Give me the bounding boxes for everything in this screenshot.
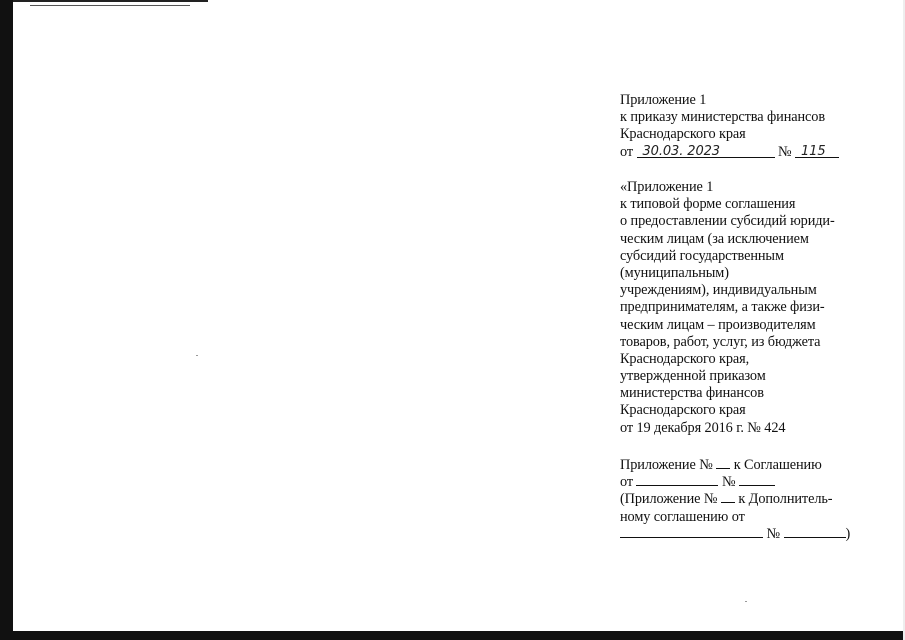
order-date-number-line xyxy=(620,144,860,161)
ref-text: (Приложение № xyxy=(620,491,721,508)
agreement-ref-line xyxy=(620,526,860,543)
ref-text: ) xyxy=(845,525,851,542)
agreement-date-blank xyxy=(636,485,718,486)
scan-speck xyxy=(196,355,198,356)
number-field xyxy=(795,144,839,158)
supplement-number-blank xyxy=(784,537,846,538)
date-prefix: от xyxy=(620,143,634,160)
appendix-title-line: ческим лицам – производителям xyxy=(620,316,816,333)
agreement-ref-line xyxy=(620,491,860,508)
ref-text: от xyxy=(620,474,637,491)
ref-text: к Соглашению xyxy=(730,457,822,473)
handwritten-number: 115 xyxy=(801,143,826,159)
order-header-line: Краснодарского края xyxy=(620,126,746,143)
scan-speck xyxy=(745,601,747,602)
ref-text: к Дополнитель- xyxy=(734,491,833,508)
date-field xyxy=(637,144,775,158)
scan-border-bottom xyxy=(13,631,905,640)
scan-border-top xyxy=(13,0,208,2)
appendix-title-line: субсидий государственным xyxy=(620,247,784,264)
appendix-title-line: от 19 декабря 2016 г. № 424 xyxy=(620,419,786,436)
ref-text: № xyxy=(718,474,739,491)
appendix-title-line: Краснодарского края xyxy=(620,402,746,419)
order-header xyxy=(620,92,860,161)
order-header-line: Приложение 1 xyxy=(620,92,707,108)
order-header-line: к приказу министерства финансов xyxy=(620,109,825,126)
appendix-number-blank xyxy=(716,468,730,469)
supplement-appendix-number-blank xyxy=(721,502,735,503)
ref-text: Приложение № xyxy=(620,457,717,473)
appendix-title-line: министерства финансов xyxy=(620,385,764,402)
ref-text: № xyxy=(763,525,784,542)
appendix-title-line: к типовой форме соглашения xyxy=(620,196,796,213)
scan-border-left xyxy=(0,0,13,640)
appendix-title-line: утвержденной приказом xyxy=(620,368,766,385)
appendix-title-line: Краснодарского края, xyxy=(620,350,750,367)
supplement-date-blank xyxy=(620,537,763,538)
appendix-title-line: учреждениям), индивидуальным xyxy=(620,282,817,299)
agreement-number-blank xyxy=(739,485,775,486)
agreement-reference xyxy=(620,457,860,543)
appendix-title-line: предпринимателям, а также физи- xyxy=(620,299,825,316)
number-prefix: № xyxy=(777,143,792,160)
scan-border-top-secondary xyxy=(30,5,190,6)
appendix-title-line: «Приложение 1 xyxy=(620,179,714,195)
appendix-title-line: ческим лицам (за исключением xyxy=(620,230,809,247)
appendix-title-line: (муниципальным) xyxy=(620,264,729,281)
agreement-ref-line xyxy=(620,457,860,474)
appendix-title-line: товаров, работ, услуг, из бюджета xyxy=(620,333,821,350)
appendix-title xyxy=(620,179,860,437)
handwritten-date: 30.03. 2023 xyxy=(642,143,720,159)
agreement-ref-line: ному соглашению от xyxy=(620,508,745,525)
agreement-ref-line xyxy=(620,474,860,491)
appendix-title-line: о предоставлении субсидий юриди- xyxy=(620,213,835,230)
